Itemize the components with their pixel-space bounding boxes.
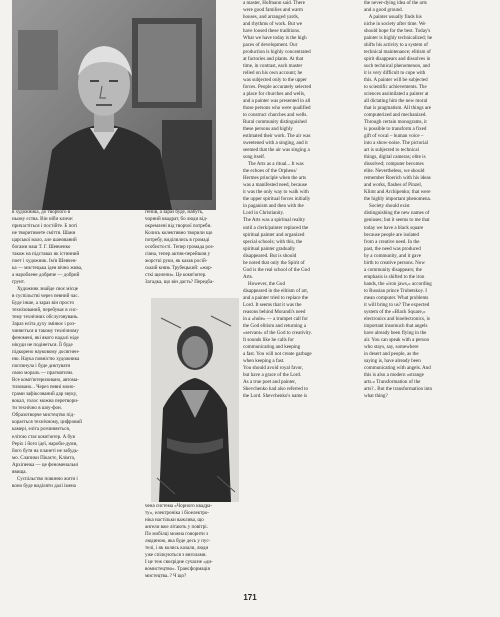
text-column-4: the never-dying idea of the arts and a good ground. A painter usually finds his niche in society after time. We should hope for the best. Today's painter is highly technicalized; he shifts his activity to a system of technical maintenance; elitism of spirit disappears and dissolves in such technical phenomenon, and it is very difficult to cope with this. A painter will be subjected to scientific achievements. The sciences assimilated a painter at all dictating him the new moral that is pragmatism. All things are computerized and mechanized. Through certain monograms, it is possible to transform a fixed gift of vocal – human voice – into a show-noise. The pictorial art is subjected to technical things, digital cameras; elite is dissolved; computer becomes elite. Nevertheless, we should remember Roerich with his ideas and works, flashes of Pinzel, Klimt and Archipenko; that were the highly important phenomena. Society should exist distinguishing the new names of geniuses; but it seems to me that today we have a black square because people are isolated from a creative need. In the past, the need was produced by a community, and it gave birth to creative persons. Now a community disappears; the emphasis is shifted to the iron hands, the «iron jaws,» according to Russian prince Trubetskoy. I mean computer. What problems it will bring to us? The expected system of the «Black Square,» electronics and bioelectronics, is important insomuch that angels have already been flying in the air. You can speak with a person who stays, say, somewhere in desert and people, as the saying is, have already been communicating with angels. And this is also a modern «strange arts.» Transformation of the arts?.. But the transformation into what thing? — [364, 0, 433, 399]
text-column-1: в художника, до творчого в ньому єства. Він ніби кличе: причастіться і постійте. Б поті не творитимете сміття. Шани царської мало, але шанований богами наш Т. Г. Шевченко також на підставах як істинний поет і художник. Ім'я Шевчен- ка — мистецька ідея вічно жива, а нароблене добряче — добрий грунт. Художник знайде своє місце в суспільстві через певний час. Буде інше, а зараз він просто технізований, перебуває в сис- тему технічних обслуговувань. Зараз еліта духу змінює і роз- чиняється в такому технічному феномені, які якого надалі ніде нікуди не подінеться. Її буде підкорено науковому досягнен- ню. Наука повністю художника поглинула і буде диктувати свою мораль — прагматизм. Все комп'ютеризовано, автома- тизовано... Через певні моно- грами зафіксований дар звуку, вокал, голос можна перетвори- ти технічно в шоу-фон. Образотворче мистецтво під- корається технічному, цифровий камері, еліта розчиняється, елітою стає комп'ютер. А був Реріх і його ідеї, нароби-думи, його бутя на планеті не забудь- мо. Слапики Пікаєтє, Клімта, Архіпенка — це феноменальні явища. Суспільство повинно жити і воно буде виділяти далі імена — [12, 209, 83, 489]
text-column-2-top: геніїв, а зараз буде, мабуть, чорний квадрат, бо люди від- окремлені від творчої потреби. Колись колективно творили що потребу, виділились в громаді особистості. Тепер громада роз- сіяна, тепер актив-перейшов у жорсткі руки, як казав росій- ський князь Трубецький: «жор- сткі щелепи». Це комп'ютер. Загадка, що він дасть? Передба- — [145, 209, 215, 286]
text-column-3: a master, Hofmann said. There were good families and warm houses, and arranged yards, and rhythms of work. But we have loosed these traditions. What we have today is the high paces of development. Our production is highly concentrated at factories and plants. At that time, in contrast, each master relied on his own account; he was subjected only to the upper forces. People accurately selected a place for churches and wells, and a painter was presented in all those persons who were qualified to construct churches and wells. Rural community distinguished these persons and highly estimated their work. The air was sweetened with a singing, and it seemed that the air was singing a song itself. The Arts as a ritual... It was the echoes of the Orpheus/ Hermes principle when the arts was a manifested need, because it was the only way to walk with the upper spiritual forces initially in paganism and then with the Lord in Christianity. The Arts was a spiritual reality until a clerk/painter replaced the spiritual painter and organized special schools; with this, the spiritual painter gradually disappeared. But is should be noted that only the Spirit of God is the real school of the God Arts. However, the God disappeared in the elitism of art, and a painter tried to replace the Lord. It seems that it was the reasons behind Morandi's need in a «hole» — a trumpet call for the God elitism and returning a «servant» of the God to creativity. It sounds like he calls for communicating and keeping a fast. You will not create garbage when keeping a fast. You should avoid royal favor, but have a grace of the Lord. As a true poet and painter, Shevchenko had also referred to the Lord. Shevchenko's name is — [243, 0, 312, 399]
painter-portrait-photo — [12, 0, 216, 210]
charcoal-sketch-photo — [151, 298, 239, 502]
sketch-svg — [151, 298, 239, 502]
text-column-2-bottom: чена система «Чорного квадра- ту», електроніка і біоелектро- ніка настільки важлива, що ангели вже літають у повітрі. По мобілці можна говорити з людиною, яка буде десь у пус- телі, і як колись казали, люди уже спілкуються з янголами. І це теж своєрідне сучасне «ди- вомистецтво». Трансформація мистецтва..? Ч що? — [145, 503, 213, 580]
photo-svg — [12, 0, 216, 210]
page-number: 171 — [243, 593, 257, 602]
